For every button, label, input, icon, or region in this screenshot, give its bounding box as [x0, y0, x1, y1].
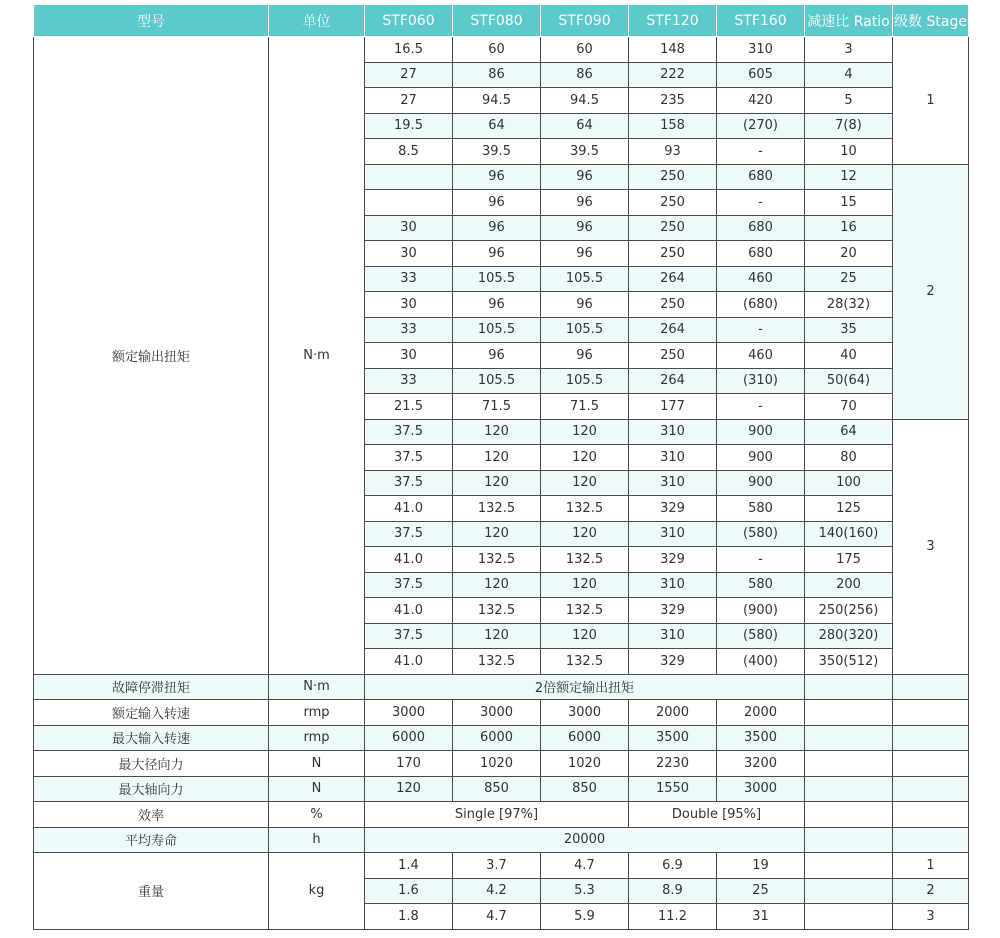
table-cell: 30 [365, 343, 453, 369]
table-cell: 41.0 [365, 496, 453, 522]
table-cell: 680 [717, 164, 805, 190]
table-cell: 96 [453, 292, 541, 318]
table-cell: 680 [717, 241, 805, 267]
table-cell: 310 [629, 445, 717, 471]
ratio-cell: 250(256) [805, 598, 893, 624]
table-cell: 86 [541, 62, 629, 88]
table-cell: 132.5 [453, 649, 541, 675]
ratio-cell: 280(320) [805, 623, 893, 649]
table-cell: 105.5 [453, 266, 541, 292]
table-cell: 96 [453, 343, 541, 369]
header-model-col: STF080 [453, 5, 541, 37]
table-cell: 96 [453, 164, 541, 190]
table-cell: 120 [541, 623, 629, 649]
ratio-cell: 350(512) [805, 649, 893, 675]
table-cell: 71.5 [541, 394, 629, 420]
table-cell: 250 [629, 190, 717, 216]
table-cell: 310 [717, 37, 805, 63]
row-label: 最大输入转速 [34, 725, 269, 751]
table-cell: 1.4 [365, 853, 453, 879]
ratio-cell: 10 [805, 139, 893, 165]
table-cell: 310 [629, 521, 717, 547]
ratio-cell: 70 [805, 394, 893, 420]
ratio-cell: 5 [805, 88, 893, 114]
max-speed-row [34, 725, 969, 751]
ratio-cell: 12 [805, 164, 893, 190]
row-unit: rmp [269, 700, 365, 726]
table-cell: 105.5 [541, 317, 629, 343]
row-unit: rmp [269, 725, 365, 751]
table-cell: 120 [453, 572, 541, 598]
header-model: 型号 [34, 5, 269, 37]
empty-cell [805, 853, 893, 879]
table-cell: 120 [541, 419, 629, 445]
table-cell: 120 [541, 445, 629, 471]
ratio-cell: 25 [805, 266, 893, 292]
table-cell: 33 [365, 368, 453, 394]
table-cell: 680 [717, 215, 805, 241]
table-cell: 105.5 [541, 368, 629, 394]
table-cell: 94.5 [541, 88, 629, 114]
table-cell: 96 [541, 190, 629, 216]
ratio-cell: 200 [805, 572, 893, 598]
empty-cell [805, 674, 893, 700]
table-cell: 5.9 [541, 904, 629, 930]
row-label: 额定输入转速 [34, 700, 269, 726]
ratio-cell: 64 [805, 419, 893, 445]
table-cell: 900 [717, 445, 805, 471]
empty-cell [893, 802, 969, 828]
table-cell: 2230 [629, 751, 717, 777]
table-cell: 60 [541, 37, 629, 63]
weight-row [34, 853, 969, 879]
table-cell: 170 [365, 751, 453, 777]
header-ratio: 减速比 Ratio [805, 5, 893, 37]
table-cell: 132.5 [541, 649, 629, 675]
table-cell: 96 [541, 343, 629, 369]
empty-cell [805, 751, 893, 777]
table-cell: 39.5 [541, 139, 629, 165]
table-cell: 41.0 [365, 649, 453, 675]
row-label: 故障停滞扭矩 [34, 674, 269, 700]
table-cell: 120 [365, 776, 453, 802]
table-cell: 420 [717, 88, 805, 114]
header-model-col: STF120 [629, 5, 717, 37]
life-row [34, 827, 969, 853]
table-cell: - [717, 547, 805, 573]
table-cell: 41.0 [365, 598, 453, 624]
empty-cell [893, 700, 969, 726]
table-cell: 64 [541, 113, 629, 139]
table-cell: 4.7 [541, 853, 629, 879]
radial-row [34, 751, 969, 777]
row-label: 平均寿命 [34, 827, 269, 853]
table-cell: 120 [541, 470, 629, 496]
table-cell: 8.5 [365, 139, 453, 165]
table-cell: 31 [717, 904, 805, 930]
table-cell: 132.5 [453, 496, 541, 522]
table-cell: 605 [717, 62, 805, 88]
torque-row [34, 37, 969, 63]
ratio-cell: 16 [805, 215, 893, 241]
table-cell: 6000 [365, 725, 453, 751]
table-cell: 4.7 [453, 904, 541, 930]
table-cell: 16.5 [365, 37, 453, 63]
table-cell: 37.5 [365, 419, 453, 445]
ratio-cell: 140(160) [805, 521, 893, 547]
table-cell: 329 [629, 598, 717, 624]
ratio-cell: 175 [805, 547, 893, 573]
table-cell: 1020 [453, 751, 541, 777]
table-cell: 96 [453, 241, 541, 267]
table-cell: 71.5 [453, 394, 541, 420]
table-cell: 96 [541, 215, 629, 241]
table-cell: 25 [717, 878, 805, 904]
table-cell: 310 [629, 623, 717, 649]
table-cell: 132.5 [541, 598, 629, 624]
ratio-cell: 50(64) [805, 368, 893, 394]
row-unit: N [269, 776, 365, 802]
ratio-cell: 28(32) [805, 292, 893, 318]
table-cell: 120 [541, 521, 629, 547]
row-label: 最大轴向力 [34, 776, 269, 802]
header-unit: 单位 [269, 5, 365, 37]
table-cell: 235 [629, 88, 717, 114]
table-cell: 580 [717, 496, 805, 522]
table-cell: 105.5 [453, 317, 541, 343]
table-cell: - [717, 190, 805, 216]
ratio-cell: 125 [805, 496, 893, 522]
table-cell: 120 [453, 445, 541, 471]
table-cell: 94.5 [453, 88, 541, 114]
torque-unit: N·m [269, 37, 365, 675]
table-cell: 6000 [453, 725, 541, 751]
table-cell: 6000 [541, 725, 629, 751]
table-cell: 264 [629, 317, 717, 343]
table-cell: 93 [629, 139, 717, 165]
stage-cell: 2 [893, 164, 969, 419]
table-cell: 2000 [717, 700, 805, 726]
table-cell: 33 [365, 317, 453, 343]
ratio-cell: 15 [805, 190, 893, 216]
table-cell: - [717, 317, 805, 343]
table-cell: 37.5 [365, 623, 453, 649]
table-cell: 264 [629, 368, 717, 394]
table-cell: 96 [541, 164, 629, 190]
table-cell: 105.5 [541, 266, 629, 292]
table-cell: 1.6 [365, 878, 453, 904]
table-cell: 120 [453, 419, 541, 445]
table-cell: 96 [453, 190, 541, 216]
table-cell: 37.5 [365, 521, 453, 547]
table-cell: 158 [629, 113, 717, 139]
header-stage: 级数 Stage [893, 5, 969, 37]
empty-cell [805, 776, 893, 802]
table-cell: 6.9 [629, 853, 717, 879]
spec-table [33, 4, 969, 930]
table-cell: 4.2 [453, 878, 541, 904]
table-cell: 1.8 [365, 904, 453, 930]
table-cell: 148 [629, 37, 717, 63]
table-cell: 41.0 [365, 547, 453, 573]
ratio-cell: 20 [805, 241, 893, 267]
empty-cell [805, 802, 893, 828]
table-cell: 96 [453, 215, 541, 241]
table-cell: 3000 [541, 700, 629, 726]
stage-cell: 1 [893, 853, 969, 879]
table-cell: 1020 [541, 751, 629, 777]
table-cell: (900) [717, 598, 805, 624]
table-cell: 86 [453, 62, 541, 88]
table-cell: (580) [717, 623, 805, 649]
table-cell: 264 [629, 266, 717, 292]
table-cell: 96 [541, 292, 629, 318]
row-unit: h [269, 827, 365, 853]
empty-cell [893, 827, 969, 853]
table-cell: 900 [717, 470, 805, 496]
header-model-col: STF060 [365, 5, 453, 37]
empty-cell [805, 827, 893, 853]
table-cell: 250 [629, 292, 717, 318]
table-cell [365, 190, 453, 216]
table-cell: 329 [629, 547, 717, 573]
table-cell: 120 [453, 623, 541, 649]
efficiency-single: Single [97%] [365, 802, 629, 828]
empty-cell [805, 725, 893, 751]
empty-cell [893, 751, 969, 777]
table-cell: 850 [541, 776, 629, 802]
ratio-cell: 100 [805, 470, 893, 496]
header-model-col: STF160 [717, 5, 805, 37]
table-cell: 21.5 [365, 394, 453, 420]
stage-cell: 1 [893, 37, 969, 165]
table-cell: (680) [717, 292, 805, 318]
table-cell: 64 [453, 113, 541, 139]
table-cell: 120 [453, 521, 541, 547]
table-cell: 460 [717, 343, 805, 369]
table-cell: 105.5 [453, 368, 541, 394]
table-cell: 5.3 [541, 878, 629, 904]
header-row [34, 5, 969, 37]
table-cell: 3200 [717, 751, 805, 777]
table-cell: 120 [453, 470, 541, 496]
table-cell: 11.2 [629, 904, 717, 930]
table-cell: 132.5 [541, 547, 629, 573]
ratio-cell: 40 [805, 343, 893, 369]
table-cell: 19 [717, 853, 805, 879]
axial-row [34, 776, 969, 802]
empty-cell [805, 904, 893, 930]
stall-value: 2倍额定输出扭矩 [365, 674, 805, 700]
stage-cell: 3 [893, 904, 969, 930]
table-cell: 250 [629, 343, 717, 369]
table-cell: 37.5 [365, 445, 453, 471]
table-cell: 19.5 [365, 113, 453, 139]
life-value: 20000 [365, 827, 805, 853]
table-cell: 132.5 [453, 598, 541, 624]
ratio-cell: 7(8) [805, 113, 893, 139]
empty-cell [893, 725, 969, 751]
ratio-cell: 80 [805, 445, 893, 471]
table-cell: 37.5 [365, 572, 453, 598]
header-model-col: STF090 [541, 5, 629, 37]
efficiency-row [34, 802, 969, 828]
weight-label: 重量 [34, 853, 269, 930]
table-cell: 580 [717, 572, 805, 598]
table-cell: 3000 [365, 700, 453, 726]
row-label: 最大径向力 [34, 751, 269, 777]
table-cell: 33 [365, 266, 453, 292]
table-cell: 329 [629, 649, 717, 675]
table-cell: - [717, 394, 805, 420]
empty-cell [893, 776, 969, 802]
table-cell: (310) [717, 368, 805, 394]
table-cell: 900 [717, 419, 805, 445]
table-cell: (580) [717, 521, 805, 547]
empty-cell [805, 878, 893, 904]
weight-unit: kg [269, 853, 365, 930]
table-cell: 3.7 [453, 853, 541, 879]
empty-cell [805, 700, 893, 726]
table-cell: 177 [629, 394, 717, 420]
row-unit: N·m [269, 674, 365, 700]
table-cell: 132.5 [453, 547, 541, 573]
table-cell: 30 [365, 292, 453, 318]
table-cell: 310 [629, 572, 717, 598]
table-cell: 27 [365, 62, 453, 88]
table-cell: 310 [629, 419, 717, 445]
table-cell: 30 [365, 241, 453, 267]
empty-cell [893, 674, 969, 700]
table-cell: 1550 [629, 776, 717, 802]
table-cell: - [717, 139, 805, 165]
row-unit: N [269, 751, 365, 777]
stage-cell: 3 [893, 419, 969, 674]
table-cell: (270) [717, 113, 805, 139]
table-cell: 250 [629, 164, 717, 190]
table-cell: 39.5 [453, 139, 541, 165]
table-cell: 329 [629, 496, 717, 522]
table-cell: 3500 [629, 725, 717, 751]
table-cell [365, 164, 453, 190]
table-cell: 60 [453, 37, 541, 63]
table-cell: 132.5 [541, 496, 629, 522]
table-cell: 3000 [453, 700, 541, 726]
table-cell: 8.9 [629, 878, 717, 904]
table-cell: 250 [629, 215, 717, 241]
ratio-cell: 3 [805, 37, 893, 63]
table-cell: 460 [717, 266, 805, 292]
table-cell: 37.5 [365, 470, 453, 496]
rated-speed-row [34, 700, 969, 726]
row-label: 效率 [34, 802, 269, 828]
stall-row [34, 674, 969, 700]
table-cell: 310 [629, 470, 717, 496]
table-cell: 250 [629, 241, 717, 267]
torque-label: 额定输出扭矩 [34, 37, 269, 675]
stage-cell: 2 [893, 878, 969, 904]
table-cell: 96 [541, 241, 629, 267]
row-unit: % [269, 802, 365, 828]
ratio-cell: 4 [805, 62, 893, 88]
efficiency-double: Double [95%] [629, 802, 805, 828]
table-cell: 30 [365, 215, 453, 241]
ratio-cell: 35 [805, 317, 893, 343]
table-cell: 850 [453, 776, 541, 802]
table-cell: 3000 [717, 776, 805, 802]
table-cell: 120 [541, 572, 629, 598]
table-cell: 3500 [717, 725, 805, 751]
table-cell: 27 [365, 88, 453, 114]
table-cell: 2000 [629, 700, 717, 726]
table-cell: (400) [717, 649, 805, 675]
table-cell: 222 [629, 62, 717, 88]
